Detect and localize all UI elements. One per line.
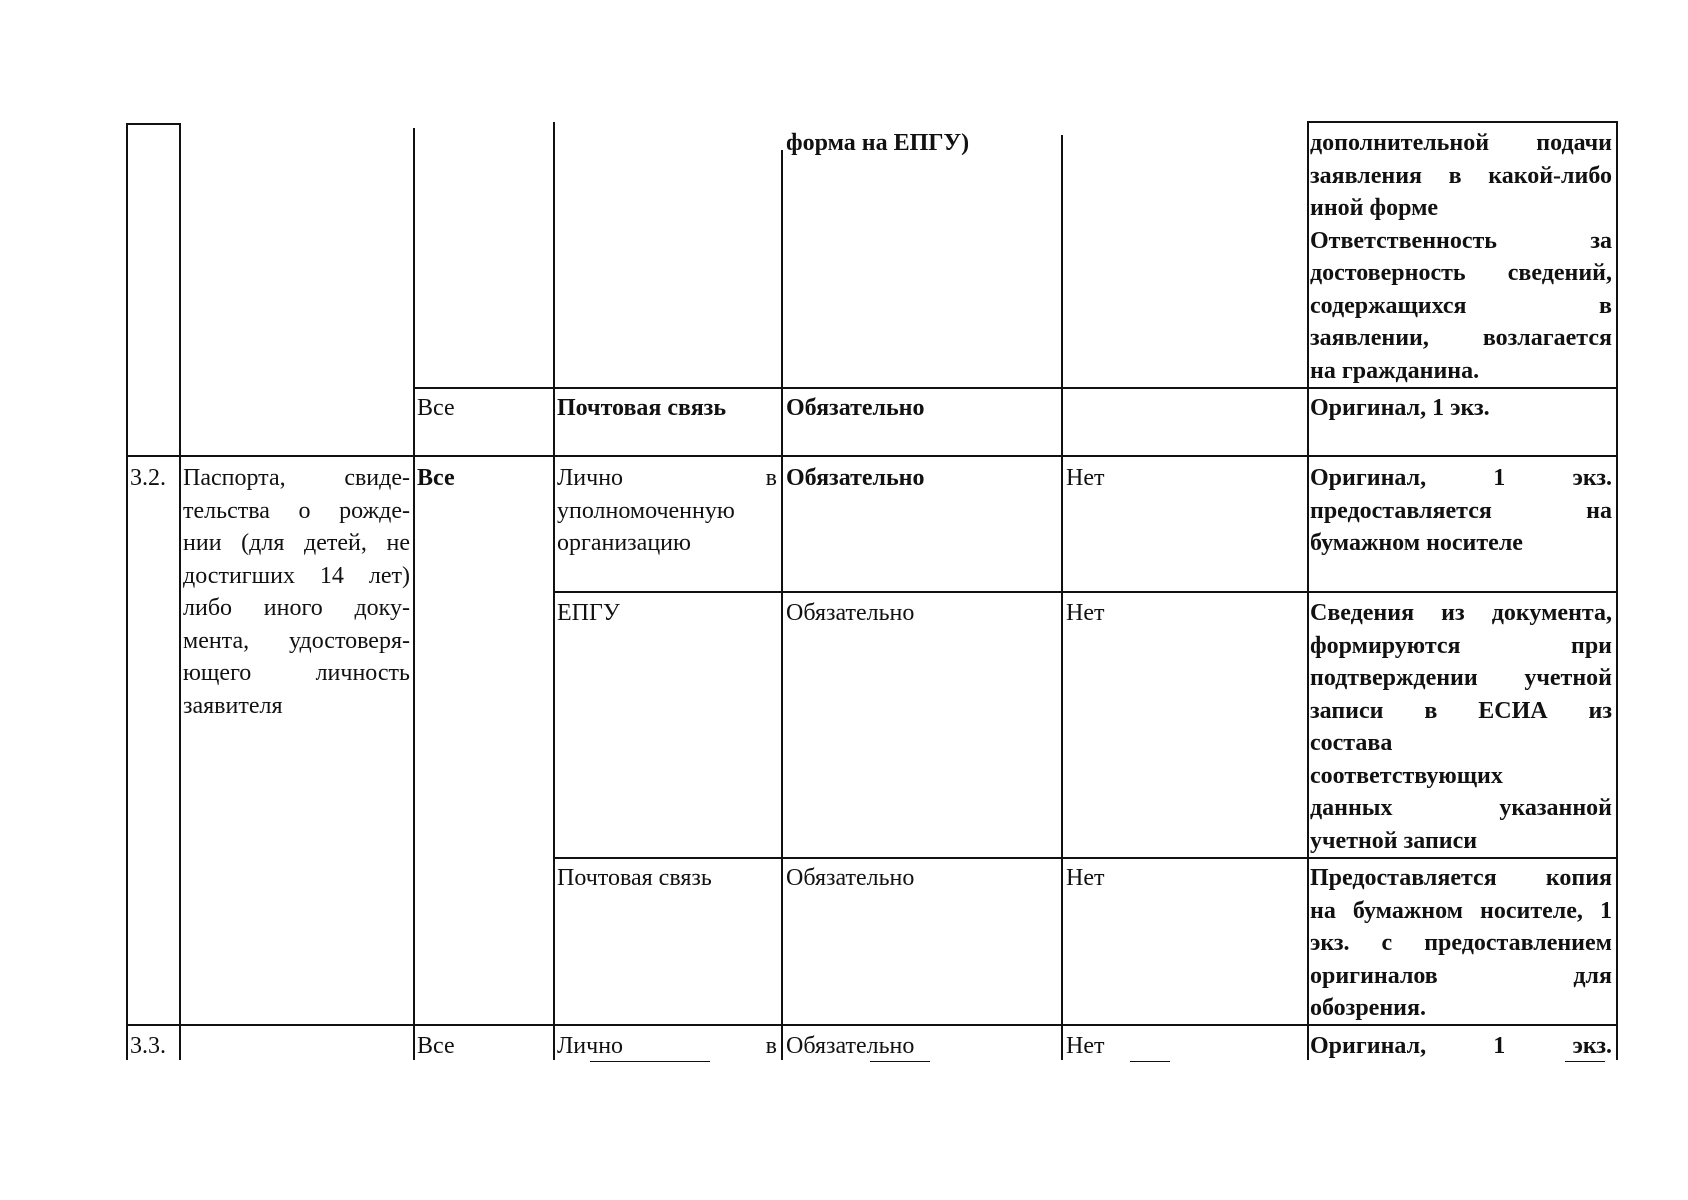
column-rule [413, 128, 415, 1060]
interaction-cell: Нет [1066, 1033, 1105, 1059]
requirement-cell: Обязательно [786, 1033, 915, 1059]
interaction-cell: Нет [1066, 865, 1105, 891]
requirement-cell: Обязательно [786, 865, 915, 891]
submission-method-cell: Почтовая связь [557, 395, 727, 421]
row-rule [126, 455, 1618, 457]
row-rule [553, 591, 1618, 593]
result-cell: Оригинал, 1 экз. [1310, 395, 1490, 421]
result-note-previous: дополнительной подачи заявления в какой-либо иной форме Ответственность за достоверность сведений, содержащихся в заявлении, возлагается на гражданина. [1310, 130, 1612, 384]
submission-method-cell: Лично в [557, 1033, 777, 1059]
interaction-cell: Нет [1066, 465, 1105, 491]
column-rule [781, 150, 783, 1060]
column-rule [1307, 121, 1309, 1060]
submission-method-cell: Почтовая связь [557, 865, 712, 891]
submission-method-cell: ЕПГУ [557, 600, 620, 626]
requirement-cell: Обязательно [786, 465, 925, 491]
row-number: 3.2. [130, 465, 166, 491]
row-rule [413, 387, 1618, 389]
result-cell: Предоставляется копия на бумажном носителе, 1 экз. с предоставлением оригиналов для обозрения. [1310, 865, 1612, 1021]
row-rule [126, 123, 181, 125]
interaction-cell: Нет [1066, 600, 1105, 626]
column-rule [1061, 135, 1063, 1060]
submission-method-cell: Лично в уполномоченную организацию [557, 465, 777, 556]
category-cell: Все [417, 1033, 455, 1059]
requirement-cell: Обязательно [786, 395, 925, 421]
row-number: 3.3. [130, 1033, 166, 1059]
result-cell: Сведения из документа, формируются при подтверждении учетной записи в ЕСИА из состава соответствующих данных указанной учетной записи [1310, 600, 1612, 854]
column-rule [179, 123, 181, 1060]
category-cell: Все [417, 395, 455, 421]
result-cell: Оригинал, 1 экз. [1310, 1033, 1612, 1059]
document-name-cell: Паспорта, свиде- тельства о рожде- нии (для детей, не достигших 14 лет) либо иного доку- мента, удостоверя- ющего личность заявителя [183, 465, 410, 719]
row-rule [553, 857, 1618, 859]
column-rule [126, 123, 128, 1060]
column-rule [1616, 121, 1618, 1060]
result-cell: Оригинал, 1 экз. предоставляется на бумажном носителе [1310, 465, 1612, 556]
column-rule [553, 122, 555, 1060]
category-cell: Все [417, 465, 455, 491]
page-bottom-margin [0, 1062, 1688, 1200]
row-rule [1307, 121, 1618, 123]
form-note: форма на ЕПГУ) [786, 130, 970, 156]
requirement-cell: Обязательно [786, 600, 915, 626]
